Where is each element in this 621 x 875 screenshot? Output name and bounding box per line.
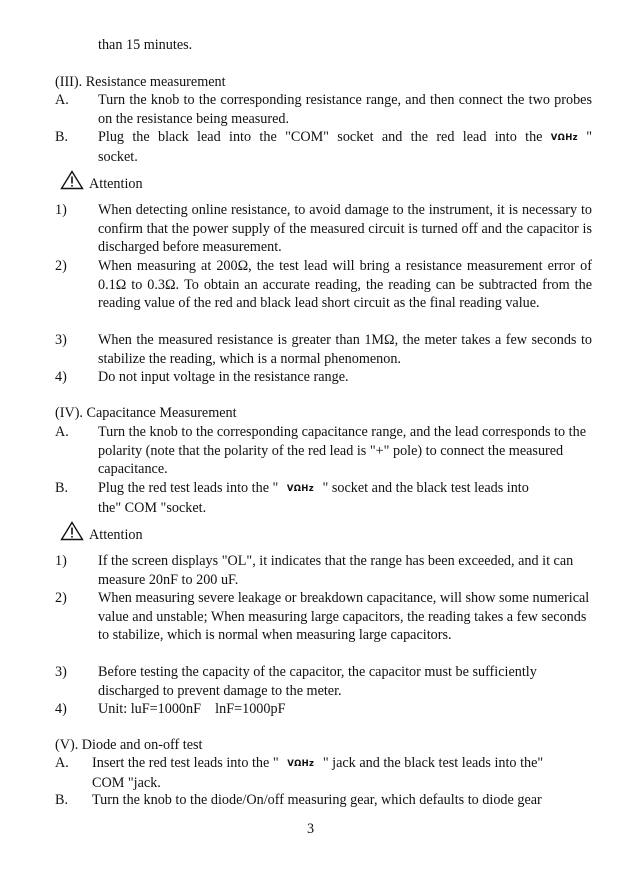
note-text: If the screen displays "OL", it indicates that the range has been exceeded, and it can measure 20nF to 200 uF. (98, 553, 574, 588)
step-text (98, 479, 592, 517)
step-text-before: Plug the red test leads into the " (98, 480, 279, 496)
note-text: When detecting online resistance, to avoid damage to the instrument, it is necessary to confirm that the power supply of the measured circuit is turned off and the capacitor is discharged before measurement. (98, 202, 592, 256)
socket-symbol-icon: VΩHz (287, 759, 315, 769)
attention-label: Attention (89, 527, 143, 543)
step-marker: A. (55, 755, 69, 771)
note-marker: 2) (55, 590, 67, 606)
section-heading-resistance: (III). Resistance measurement (55, 74, 226, 90)
step-text-after: " (586, 129, 592, 145)
page-number: 3 (306, 821, 315, 837)
step-text (92, 754, 592, 792)
step-text-line2: socket. (98, 148, 138, 165)
continuation-text: than 15 minutes. (98, 37, 193, 53)
step-text: Turn the knob to the corresponding capacitance range, and the lead corresponds to the polarity (note that the polarity of the red lead is "+" pole) to connect the measured capacitance. (98, 424, 586, 478)
note-text: When the measured resistance is greater than 1MΩ, the meter takes a few seconds to stabilize the reading, which is a normal phenomenon. (98, 332, 592, 367)
warning-triangle-icon (60, 521, 84, 541)
step-text-after: " socket and the black test leads into (322, 480, 529, 496)
step-marker: A. (55, 92, 69, 108)
note-text: Do not input voltage in the resistance range. (98, 369, 349, 385)
step-text: Turn the knob to the corresponding resistance range, and then connect the two probes on the resistance being measured. (98, 92, 592, 127)
socket-symbol-icon: VΩHz (286, 484, 314, 494)
step-marker: B. (55, 792, 69, 808)
step-text-line2: COM "jack. (92, 774, 161, 791)
note-marker: 2) (55, 258, 67, 274)
note-marker: 1) (55, 553, 67, 569)
note-marker: 4) (55, 701, 67, 717)
step-text (98, 128, 592, 166)
step-text: Turn the knob to the diode/On/off measuring gear, which defaults to diode gear (92, 792, 542, 808)
step-marker: B. (55, 129, 69, 145)
note-text: When measuring severe leakage or breakdown capacitance, will show some numerical value and unstable; When measuring large capacitors, the reading takes a few seconds to stabilize, which is normal when measuring large capacitors. (98, 590, 590, 644)
attention-label: Attention (89, 176, 143, 192)
note-marker: 3) (55, 664, 67, 680)
step-text-line2: the" COM "socket. (98, 499, 207, 516)
step-text-after: " jack and the black test leads into the" (322, 755, 544, 771)
step-marker: B. (55, 480, 69, 496)
section-heading-diode: (V). Diode and on-off test (55, 737, 203, 753)
socket-symbol-icon: VΩHz (550, 133, 578, 143)
note-text: Before testing the capacity of the capacitor, the capacitor must be sufficiently discharged to prevent damage to the meter. (98, 664, 537, 699)
section-heading-capacitance: (IV). Capacitance Measurement (55, 405, 237, 421)
note-text: Unit: luF=1000nF lnF=1000pF (98, 701, 286, 717)
step-text-before: Plug the black lead into the "COM" socket and the red lead into the (98, 129, 543, 145)
step-text-before: Insert the red test leads into the " (92, 755, 279, 771)
note-marker: 1) (55, 202, 67, 218)
note-marker: 4) (55, 369, 67, 385)
warning-triangle-icon (60, 170, 84, 190)
note-marker: 3) (55, 332, 67, 348)
note-text: When measuring at 200Ω, the test lead will bring a resistance measurement error of 0.1Ω to 0.3Ω. To obtain an accurate reading, the reading can be subtracted from the reading value of the red and black lead short circuit as the final reading value. (98, 258, 592, 312)
step-marker: A. (55, 424, 69, 440)
